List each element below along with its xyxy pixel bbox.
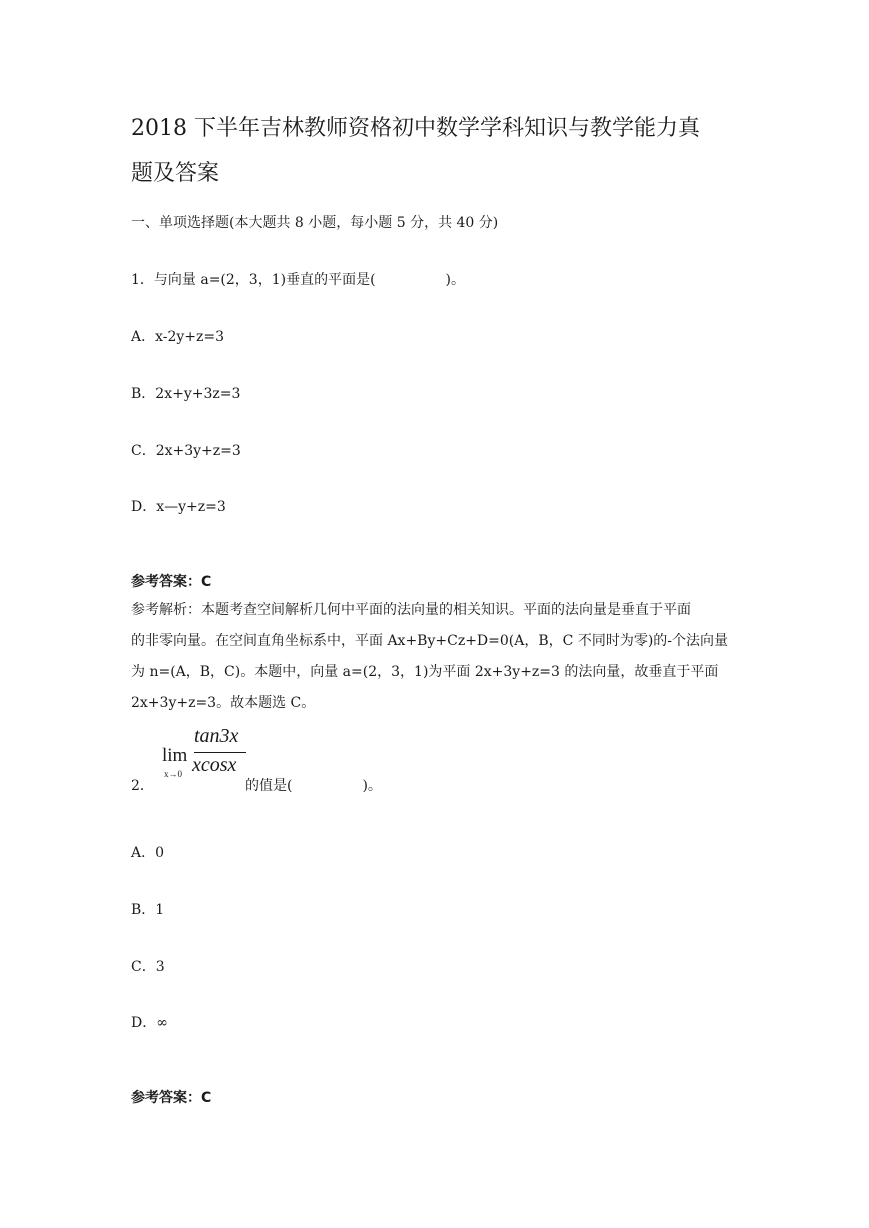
formula-limit-subscript: x→0 — [164, 769, 182, 779]
formula-denominator-text: xcosx — [192, 754, 237, 776]
q1-explanation-line: 的非零向量。在空间直角坐标系中，平面 Ax+By+Cz+D=0(A，B，C 不同时为零)的-个法向量 — [131, 633, 729, 649]
q1-answer: 参考答案：C — [131, 574, 212, 590]
limit-formula — [160, 725, 255, 785]
q1-explanation-line: 2x+3y+z=3。故本题选 C。 — [131, 695, 316, 711]
q1-stem: 1．与向量 a=(2，3，1)垂直的平面是( )。 — [131, 272, 466, 288]
q1-explanation — [131, 595, 751, 719]
q2-option-b: B．1 — [131, 902, 165, 918]
q1-explanation-line: 为 n=(A，B，C)。本题中，向量 a=(2，3，1)为平面 2x+3y+z=3 的法向量，故垂直于平面 — [131, 664, 719, 680]
q2-stem-tail: 的值是( )。 — [245, 778, 382, 794]
formula-numerator-text: tan3x — [194, 725, 239, 747]
q1-option-a: A．x-2y+z=3 — [131, 329, 225, 345]
q2-number: 2． — [131, 778, 154, 794]
q1-option-c: C．2x+3y+z=3 — [131, 443, 241, 459]
q2-answer: 参考答案：C — [131, 1090, 212, 1106]
formula-lim: lim — [162, 745, 188, 766]
formula-fraction-bar — [194, 752, 246, 753]
page-title-line1: 2018 下半年吉林教师资格初中数学学科知识与教学能力真 — [131, 116, 700, 141]
formula-denominator — [192, 754, 236, 777]
page-title-line2: 题及答案 — [131, 161, 220, 186]
q1-explanation-line: 参考解析：本题考查空间解析几何中平面的法向量的相关知识。平面的法向量是垂直于平面 — [131, 602, 691, 618]
q2-option-a: A．0 — [131, 845, 165, 861]
q2-option-d: D．∞ — [131, 1015, 168, 1031]
q2-option-c: C．3 — [131, 959, 165, 975]
formula-numerator — [194, 725, 238, 748]
q1-option-b: B．2x+y+3z=3 — [131, 386, 241, 402]
section-heading: 一、单项选择题(本大题共 8 小题，每小题 5 分，共 40 分) — [131, 215, 499, 231]
q1-option-d: D．x—y+z=3 — [131, 499, 226, 515]
